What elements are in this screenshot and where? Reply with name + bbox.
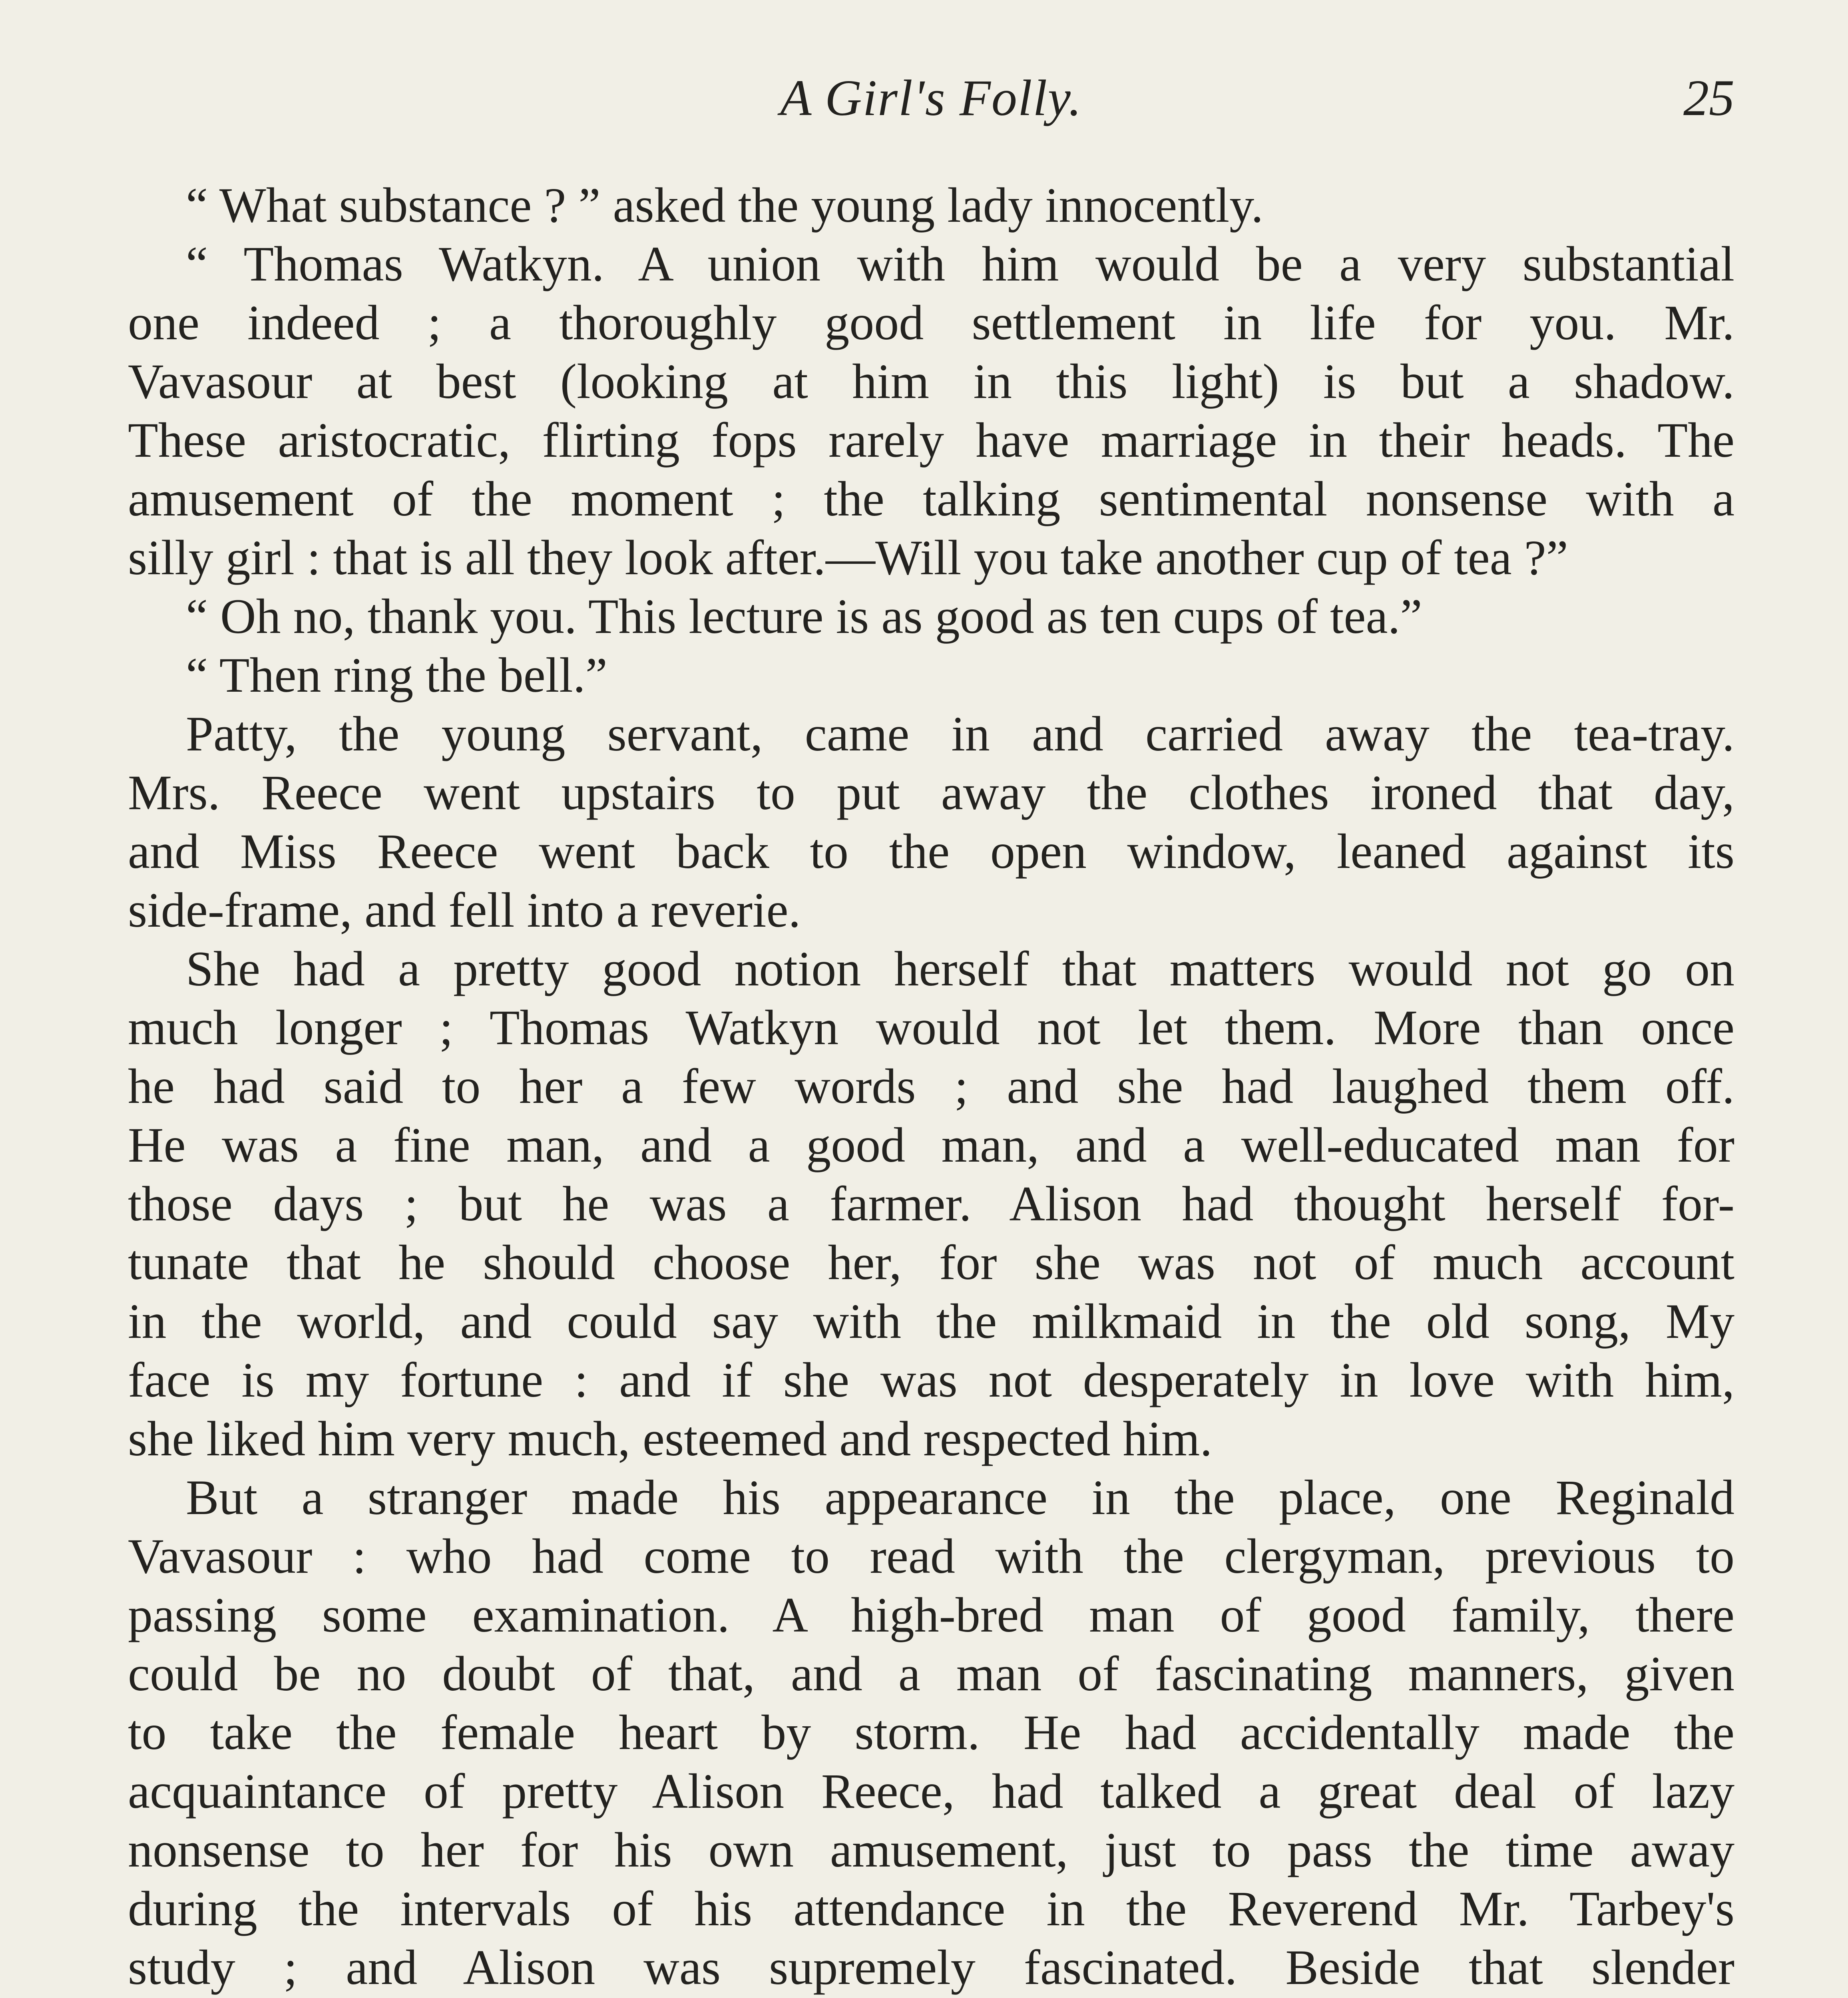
text-line: “ Then ring the bell.”: [186, 648, 607, 702]
text-line: These aristocratic, flirting fops rarely have marriage in their heads. The: [128, 413, 1734, 468]
text-line: acquaintance of pretty Alison Reece, had talked a great deal of lazy: [128, 1764, 1734, 1819]
text-line: Vavasour : who had come to read with the clergyman, previous to: [128, 1529, 1734, 1584]
page-header: [128, 60, 1734, 136]
body-text: [128, 176, 1734, 1998]
text-line: study ; and Alison was supremely fascinated. Beside that slender: [128, 1940, 1734, 1995]
text-line: tunate that he should choose her, for she was not of much account: [128, 1235, 1734, 1290]
text-line: could be no doubt of that, and a man of fascinating manners, given: [128, 1646, 1734, 1701]
text-line: during the intervals of his attendance in the Reverend Mr. Tarbey's: [128, 1881, 1734, 1936]
running-head: A Girl's Folly.: [780, 70, 1082, 126]
text-line: one indeed ; a thoroughly good settlement in life for you. Mr.: [128, 295, 1734, 350]
text-line: in the world, and could say with the milkmaid in the old song, My: [128, 1294, 1734, 1349]
page-number: 25: [1683, 70, 1734, 126]
text-line: passing some examination. A high-bred man of good family, there: [128, 1588, 1734, 1642]
text-line: face is my fortune : and if she was not desperately in love with him,: [128, 1353, 1734, 1407]
text-line: But a stranger made his appearance in the place, one Reginald: [186, 1470, 1734, 1525]
text-line: She had a pretty good notion herself that matters would not go on: [186, 941, 1734, 996]
text-line: those days ; but he was a farmer. Alison had thought herself for-: [128, 1176, 1734, 1231]
text-line: amusement of the moment ; the talking sentimental nonsense with a: [128, 472, 1734, 526]
text-line: nonsense to her for his own amusement, just to pass the time away: [128, 1823, 1734, 1877]
text-line: Patty, the young servant, came in and carried away the tea-tray.: [186, 706, 1734, 761]
text-line: to take the female heart by storm. He had accidentally made the: [128, 1705, 1734, 1760]
text-line: “ Oh no, thank you. This lecture is as good as ten cups of tea.”: [186, 589, 1422, 644]
text-line: “ Thomas Watkyn. A union with him would be a very substantial: [186, 237, 1734, 291]
text-line: she liked him very much, esteemed and respected him.: [128, 1411, 1213, 1466]
text-line: he had said to her a few words ; and she had laughed them off.: [128, 1059, 1734, 1114]
text-line: Mrs. Reece went upstairs to put away the clothes ironed that day,: [128, 765, 1734, 820]
text-line: and Miss Reece went back to the open window, leaned against its: [128, 824, 1734, 879]
text-line: much longer ; Thomas Watkyn would not let them. More than once: [128, 1000, 1734, 1055]
text-line: “ What substance ? ” asked the young lady innocently.: [186, 178, 1264, 233]
text-line: He was a fine man, and a good man, and a well-educated man for: [128, 1118, 1734, 1172]
text-line: silly girl : that is all they look after.—Will you take another cup of tea ?”: [128, 530, 1568, 585]
text-line: Vavasour at best (looking at him in this light) is but a shadow.: [128, 354, 1734, 409]
text-line: side-frame, and fell into a reverie.: [128, 883, 801, 937]
